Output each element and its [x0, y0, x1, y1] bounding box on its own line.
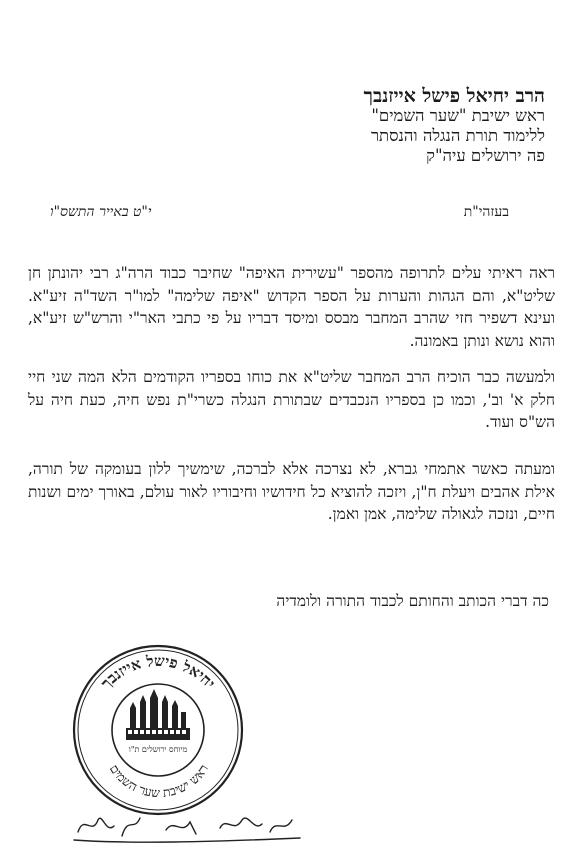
- letterhead-title: ראש ישיבת "שער השמים": [371, 106, 545, 125]
- letterhead-subtitle: ללימוד תורת הנגלה והנסתר: [370, 126, 545, 145]
- seal-outer-bottom-text: ראש ישיבת שער השמים: [106, 761, 212, 801]
- body-paragraph-1: ראה ראיתי עלים לתרופה מהספר "עשירית האיפה" שחיבר כבוד הרה"ג רבי יהונתן חן שליט"א, והם הגהות והערות על הספר הקדוש "איפה שלימה" למו"ר השד"ה זיע"א. ועינא דשפיר חזי שהרב המחבר מבסס ומיסד דבריו על פי כתבי האר"י והרש"ש זיע"א, והוא נושא ונותן באמונה.: [28, 264, 555, 350]
- letterhead: [364, 86, 545, 166]
- seal-inner-text: מיוחס ירושלים ת"ו: [128, 745, 188, 754]
- bsd-header: בעזהי"ת: [463, 204, 509, 220]
- body-paragraph-2: ולמעשה כבר הוכיח הרב המחבר שליט"א את כוחו בספריו הקודמים הלא המה שני חיי חלק א' וב', וכמו כן בספריו הנכבדים שבתורת הנגלה כשרי"ת נפש חיה, כעת חיה על הש"ס ועוד.: [28, 368, 555, 431]
- letterhead-location: פה ירושלים עיה"ק: [426, 146, 545, 165]
- seal-outer-top-text: יחיאל פישל אייזנבך: [97, 651, 219, 693]
- jerusalem-skyline-icon: [126, 689, 190, 740]
- svg-text:ראש ישיבת שער השמים: [107, 762, 211, 801]
- body-paragraph-3: ומעתה כאשר אתמחי גברא, לא נצרכה אלא לברכה, שימשיך ללון בעומקה של תורה, אילת אהבים ויעלת ח"ן, ויזכה להוציא כל חידושיו וחיבוריו לאור עולם, באורך ימים ושנות חיים, ונזכה לגאולה שלימה, אמן ואמן.: [28, 460, 555, 523]
- rabbinical-seal: [70, 642, 245, 817]
- closing-line: כה דברי הכותב והחותם לכבוד התורה ולומדיה: [276, 592, 549, 610]
- letter-date: י"ט באייר התשס"ו: [50, 204, 152, 220]
- handwritten-signature: [70, 806, 310, 846]
- letterhead-name: הרב יחיאל פישל אייזנבך: [363, 85, 545, 107]
